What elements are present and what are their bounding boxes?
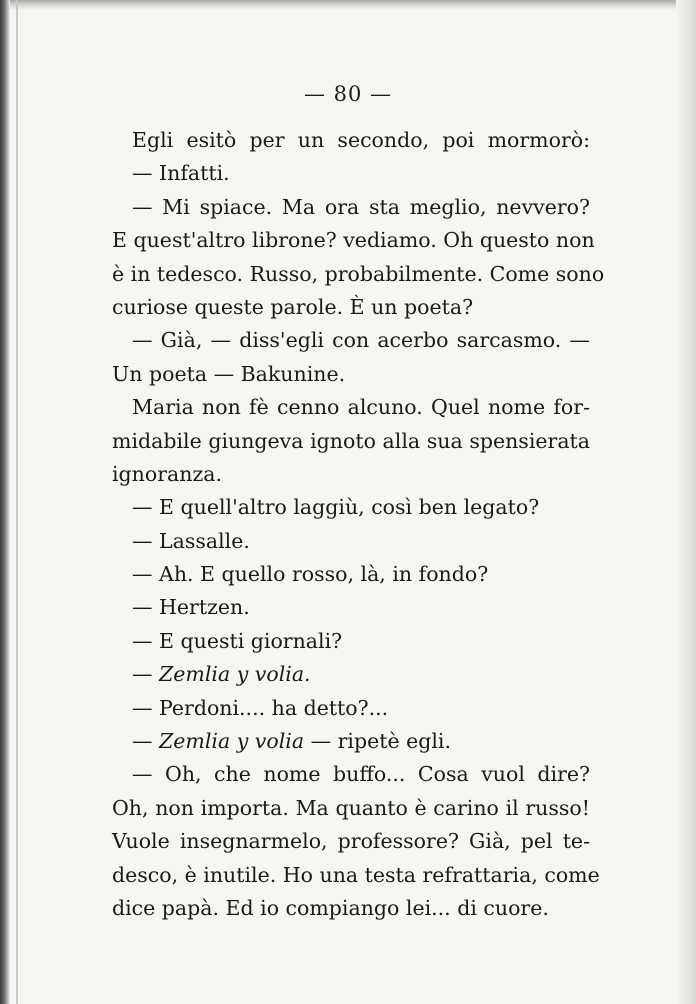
text-line: — Oh, che nome buffo... Cosa vuol dire? xyxy=(132,762,590,787)
text-line: Vuole insegnarmelo, professore? Già, pel te- xyxy=(112,829,590,854)
text-line xyxy=(112,658,590,691)
text-line: ignoranza. xyxy=(112,461,222,486)
page-right-edge xyxy=(676,0,696,1004)
text-line: midabile giungeva ignoto alla sua spensierata xyxy=(112,428,590,453)
text-line: — E questi giornali? xyxy=(132,628,343,653)
text-line: — Perdoni.... ha detto?... xyxy=(132,695,389,720)
text-line: Oh, non importa. Ma quanto è carino il russo! xyxy=(112,795,590,820)
page-binding-edge xyxy=(0,0,10,1004)
text-line: curiose queste parole. È un poeta? xyxy=(112,294,474,319)
line-rest: — ripetè egli. xyxy=(304,729,451,754)
body-text xyxy=(112,124,605,925)
line-dash: — xyxy=(132,662,160,687)
page-binding-line xyxy=(16,0,18,1004)
text-line: Un poeta — Bakunine. xyxy=(112,361,346,386)
text-line xyxy=(112,725,590,758)
text-line: E quest'altro librone? vediamo. Oh questo non xyxy=(112,228,595,253)
text-line: Egli esitò per un secondo, poi mormorò: xyxy=(132,128,590,152)
text-line: desco, è inutile. Ho una testa refrattaria, come xyxy=(112,862,600,887)
italic-title: Zemlia y volia. xyxy=(159,662,311,687)
text-line: Maria non fè cenno alcuno. Quel nome for- xyxy=(132,395,590,420)
page-top-edge xyxy=(0,0,696,10)
text-line: — Infatti. xyxy=(132,161,230,186)
text-line: — E quell'altro laggiù, così ben legato? xyxy=(132,495,540,520)
page-number: — 80 — xyxy=(303,82,393,106)
text-line: è in tedesco. Russo, probabilmente. Come sono xyxy=(112,261,605,286)
line-dash: — xyxy=(132,729,160,754)
italic-title: Zemlia y volia xyxy=(159,729,305,754)
text-line: — Già, — diss'egli con acerbo sarcasmo. — xyxy=(132,328,590,353)
text-line: — Hertzen. xyxy=(132,595,250,620)
text-line: — Mi spiace. Ma ora sta meglio, nevvero? xyxy=(132,194,590,219)
text-line: — Lassalle. xyxy=(132,528,250,553)
text-line: — Ah. E quello rosso, là, in fondo? xyxy=(132,562,489,587)
text-line: dice papà. Ed io compiango lei... di cuore. xyxy=(112,895,549,920)
